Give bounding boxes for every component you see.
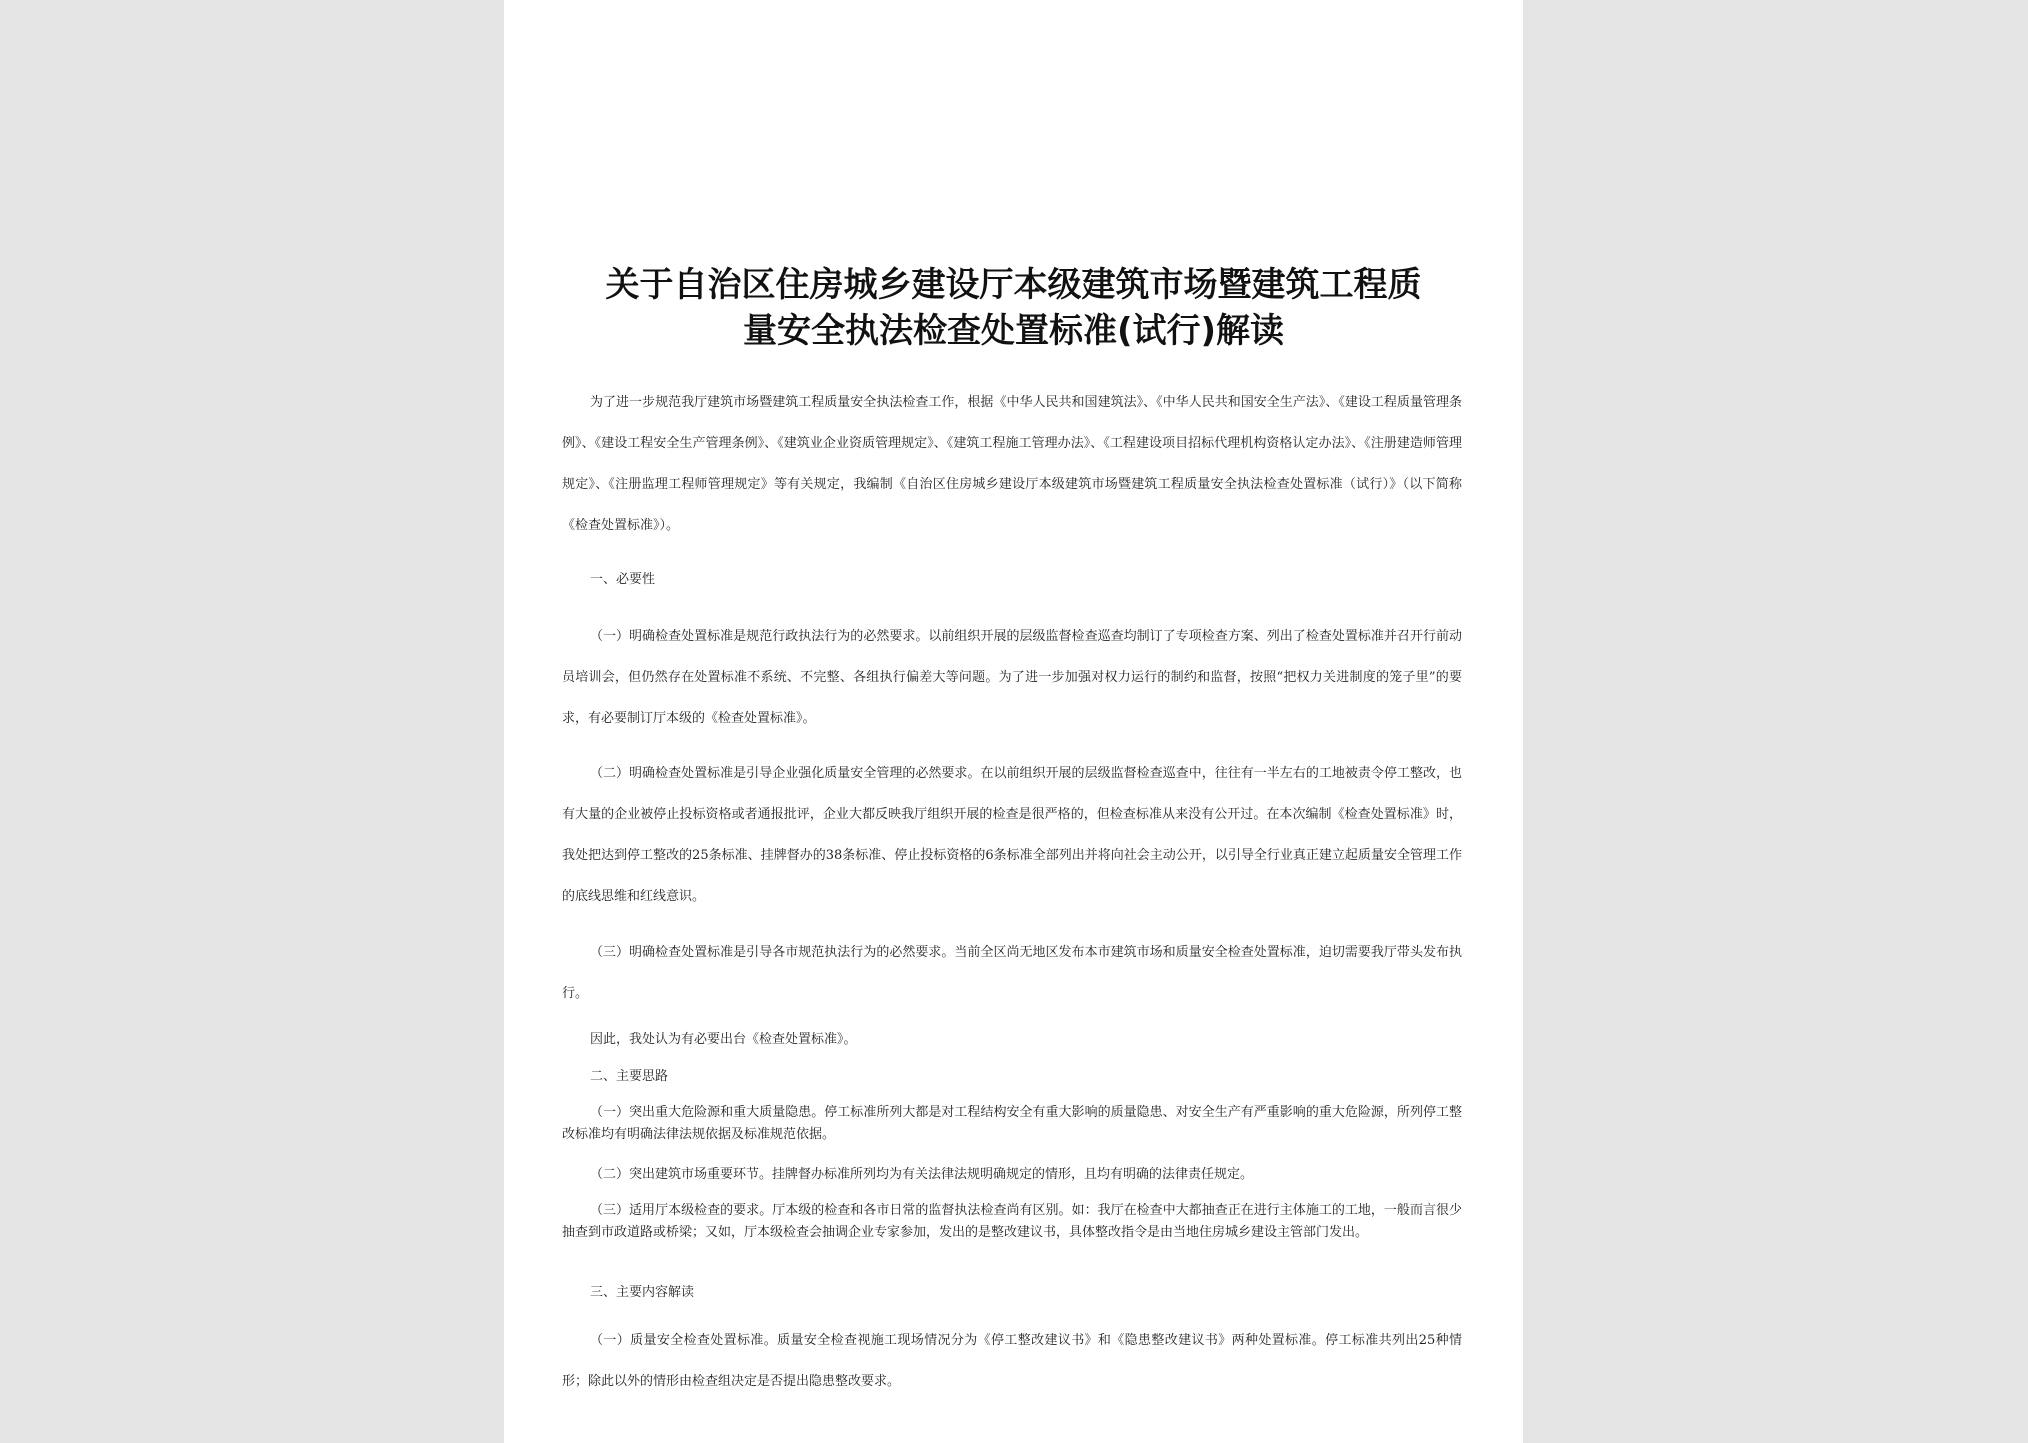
section-1-item-1: （一）明确检查处置标准是规范行政执法行为的必然要求。以前组织开展的层级监督检查巡查均制订了专项检查方案、列出了检查处置标准并召开行前动员培训会，但仍然存在处置标准不系统、不完整、各组执行偏差大等问题。为了进一步加强对权力运行的制约和监督，按照“把权力关进制度的笼子里”的要求，有必要制订厅本级的《检查处置标准》。 xyxy=(562,629,1462,726)
document-title xyxy=(544,262,1483,354)
section-1-conclusion: 因此，我处认为有必要出台《检查处置标准》。 xyxy=(590,1032,857,1047)
document-page xyxy=(504,0,1523,1443)
section-1-item-3: （三）明确检查处置标准是引导各市规范执法行为的必然要求。当前全区尚无地区发布本市建筑市场和质量安全检查处置标准，迫切需要我厅带头发布执行。 xyxy=(562,945,1462,1001)
section-3-heading: 三、主要内容解读 xyxy=(590,1285,695,1300)
section-2-heading: 二、主要思路 xyxy=(590,1069,669,1084)
intro-paragraph: 为了进一步规范我厅建筑市场暨建筑工程质量安全执法检查工作，根据《中华人民共和国建筑法》、《中华人民共和国安全生产法》、《建设工程质量管理条例》、《建设工程安全生产管理条例》、《建筑业企业资质管理规定》、《建筑工程施工管理办法》、《工程建设项目招标代理机构资格认定办法》、《注册建造师管理规定》、《注册监理工程师管理规定》等有关规定，我编制《自治区住房城乡建设厅本级建筑市场暨建筑工程质量安全执法检查处置标准（试行）》（以下简称《检查处置标准》）。 xyxy=(562,395,1462,533)
section-2-item-1: （一）突出重大危险源和重大质量隐患。停工标准所列大都是对工程结构安全有重大影响的质量隐患、对安全生产有严重影响的重大危险源，所列停工整改标准均有明确法律法规依据及标准规范依据。 xyxy=(562,1105,1462,1142)
title-line-2: 量安全执法检查处置标准(试行)解读 xyxy=(742,311,1285,351)
section-3-item-1: （一）质量安全检查处置标准。质量安全检查视施工现场情况分为《停工整改建议书》和《隐患整改建议书》两种处置标准。停工标准共列出25种情形；除此以外的情形由检查组决定是否提出隐患整改要求。 xyxy=(562,1333,1462,1389)
section-1-item-2: （二）明确检查处置标准是引导企业强化质量安全管理的必然要求。在以前组织开展的层级监督检查巡查中，往往有一半左右的工地被责令停工整改，也有大量的企业被停止投标资格或者通报批评，企业大都反映我厅组织开展的检查是很严格的，但检查标准从来没有公开过。在本次编制《检查处置标准》时，我处把达到停工整改的25条标准、挂牌督办的38条标准、停止投标资格的6条标准全部列出并将向社会主动公开，以引导全行业真正建立起质量安全管理工作的底线思维和红线意识。 xyxy=(562,766,1462,904)
section-2-item-2: （二）突出建筑市场重要环节。挂牌督办标准所列均为有关法律法规明确规定的情形，且均有明确的法律责任规定。 xyxy=(590,1167,1254,1182)
title-line-1: 关于自治区住房城乡建设厅本级建筑市场暨建筑工程质 xyxy=(605,265,1422,305)
section-2-item-3: （三）适用厅本级检查的要求。厅本级的检查和各市日常的监督执法检查尚有区别。如：我厅在检查中大都抽查正在进行主体施工的工地，一般而言很少抽查到市政道路或桥梁；又如，厅本级检查会抽调企业专家参加，发出的是整改建议书，具体整改指令是由当地住房城乡建设主管部门发出。 xyxy=(562,1203,1462,1240)
section-1-heading: 一、必要性 xyxy=(590,572,656,587)
